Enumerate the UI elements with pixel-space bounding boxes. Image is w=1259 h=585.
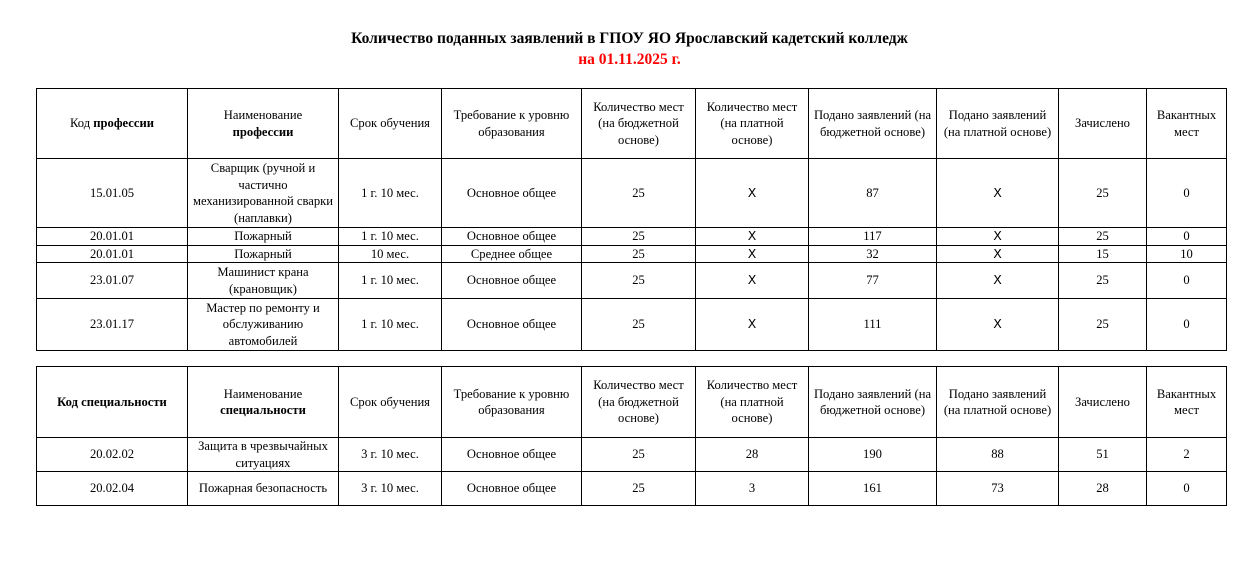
header-name: Наименование специальности: [188, 367, 339, 438]
row-budget-apps: 77: [809, 263, 937, 299]
row-vacant: 10: [1147, 245, 1227, 263]
row-paid-apps: Х: [937, 299, 1059, 351]
row-budget-apps: 32: [809, 245, 937, 263]
row-vacant: 0: [1147, 299, 1227, 351]
row-enrolled: 25: [1059, 228, 1147, 246]
row-paid-apps: Х: [937, 245, 1059, 263]
row-budget-places: 25: [582, 472, 696, 506]
row-enrolled: 25: [1059, 159, 1147, 228]
row-requirement: Основное общее: [442, 159, 582, 228]
row-enrolled: 15: [1059, 245, 1147, 263]
row-enrolled: 25: [1059, 299, 1147, 351]
header-requirement: Требование к уровню образования: [442, 89, 582, 159]
row-paid-places: Х: [696, 263, 809, 299]
header-budget-apps: Подано заявлений (на бюджетной основе): [809, 367, 937, 438]
header-name-bold: профессии: [232, 124, 294, 139]
header-budget-places: Количество мест (на бюджетной основе): [582, 367, 696, 438]
row-requirement: Среднее общее: [442, 245, 582, 263]
header-paid-places: Количество мест (на платной основе): [696, 367, 809, 438]
row-paid-apps: 73: [937, 472, 1059, 506]
header-vacant: Вакантных мест: [1147, 89, 1227, 159]
row-budget-places: 25: [582, 438, 696, 472]
header-enrolled: Зачислено: [1059, 367, 1147, 438]
row-enrolled: 25: [1059, 263, 1147, 299]
row-budget-places: 25: [582, 245, 696, 263]
row-budget-apps: 161: [809, 472, 937, 506]
row-duration: 3 г. 10 мес.: [339, 438, 442, 472]
row-budget-apps: 111: [809, 299, 937, 351]
header-budget-apps: Подано заявлений (на бюджетной основе): [809, 89, 937, 159]
row-paid-places: Х: [696, 228, 809, 246]
row-name: Мастер по ремонту и обслуживанию автомобилей: [188, 299, 339, 351]
header-paid-places: Количество мест (на платной основе): [696, 89, 809, 159]
row-paid-places: 28: [696, 438, 809, 472]
header-name-bold: специальности: [220, 403, 306, 417]
row-requirement: Основное общее: [442, 299, 582, 351]
table-row: [37, 472, 1227, 506]
row-paid-places: Х: [696, 245, 809, 263]
row-budget-places: 25: [582, 299, 696, 351]
row-paid-places: Х: [696, 159, 809, 228]
row-paid-apps: Х: [937, 228, 1059, 246]
row-vacant: 0: [1147, 472, 1227, 506]
professions-table: [36, 88, 1227, 351]
header-code-bold: профессии: [93, 116, 154, 131]
table-row: [37, 263, 1227, 299]
row-budget-places: 25: [582, 159, 696, 228]
row-name: Пожарный: [188, 228, 339, 246]
row-paid-places: Х: [696, 299, 809, 351]
table-header-row: [37, 89, 1227, 159]
row-vacant: 0: [1147, 159, 1227, 228]
row-requirement: Основное общее: [442, 228, 582, 246]
report-date: на 01.11.2025 г.: [578, 51, 681, 68]
header-budget-places: Количество мест (на бюджетной основе): [582, 89, 696, 159]
table-row: [37, 245, 1227, 263]
row-duration: 1 г. 10 мес.: [339, 159, 442, 228]
row-code: 20.01.01: [37, 228, 188, 246]
row-duration: 3 г. 10 мес.: [339, 472, 442, 506]
row-budget-apps: 190: [809, 438, 937, 472]
row-vacant: 2: [1147, 438, 1227, 472]
row-duration: 1 г. 10 мес.: [339, 299, 442, 351]
row-requirement: Основное общее: [442, 472, 582, 506]
table-row: [37, 159, 1227, 228]
row-code: 20.02.04: [37, 472, 188, 506]
row-budget-places: 25: [582, 228, 696, 246]
header-vacant: Вакантных мест: [1147, 367, 1227, 438]
row-duration: 10 мес.: [339, 245, 442, 263]
header-name: Наименование профессии: [188, 89, 339, 159]
header-requirement: Требование к уровню образования: [442, 367, 582, 438]
header-duration: Срок обучения: [339, 367, 442, 438]
header-paid-apps: Подано заявлений (на платной основе): [937, 89, 1059, 159]
table-row: [37, 228, 1227, 246]
row-budget-apps: 117: [809, 228, 937, 246]
row-code: 23.01.07: [37, 263, 188, 299]
row-name: Пожарная безопасность: [188, 472, 339, 506]
row-duration: 1 г. 10 мес.: [339, 228, 442, 246]
header-code: Код профессии: [37, 89, 188, 159]
specialties-table: [36, 366, 1227, 506]
row-code: 15.01.05: [37, 159, 188, 228]
row-paid-places: 3: [696, 472, 809, 506]
row-vacant: 0: [1147, 263, 1227, 299]
row-name: Пожарный: [188, 245, 339, 263]
table-row: [37, 299, 1227, 351]
row-paid-apps: Х: [937, 159, 1059, 228]
header-duration: Срок обучения: [339, 89, 442, 159]
row-code: 20.02.02: [37, 438, 188, 472]
header-code: Код специальности: [37, 367, 188, 438]
header-paid-apps: Подано заявлений (на платной основе): [937, 367, 1059, 438]
row-name: Машинист крана (крановщик): [188, 263, 339, 299]
row-vacant: 0: [1147, 228, 1227, 246]
row-enrolled: 51: [1059, 438, 1147, 472]
table-header-row: [37, 367, 1227, 438]
row-requirement: Основное общее: [442, 263, 582, 299]
row-requirement: Основное общее: [442, 438, 582, 472]
row-enrolled: 28: [1059, 472, 1147, 506]
row-code: 23.01.17: [37, 299, 188, 351]
row-duration: 1 г. 10 мес.: [339, 263, 442, 299]
row-name: Сварщик (ручной и частично механизированной сварки (наплавки): [188, 159, 339, 228]
row-budget-places: 25: [582, 263, 696, 299]
page-title: Количество поданных заявлений в ГПОУ ЯО Ярославский кадетский колледж: [351, 30, 908, 47]
row-budget-apps: 87: [809, 159, 937, 228]
row-code: 20.01.01: [37, 245, 188, 263]
row-paid-apps: Х: [937, 263, 1059, 299]
header-code-bold: Код: [57, 394, 82, 409]
header-enrolled: Зачислено: [1059, 89, 1147, 159]
table-row: [37, 438, 1227, 472]
row-name: Защита в чрезвычайных ситуациях: [188, 438, 339, 472]
row-paid-apps: 88: [937, 438, 1059, 472]
